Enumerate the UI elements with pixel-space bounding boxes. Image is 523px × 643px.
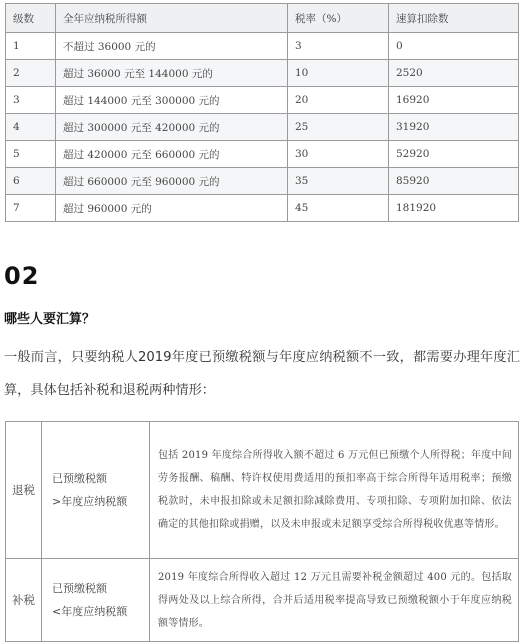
deduction-cell: 16920 [389, 87, 519, 114]
condition-line: 已预缴税额 [52, 472, 107, 485]
header-taxable-income: 全年应纳税所得额 [56, 4, 288, 33]
case-kind-refund: 退税 [6, 422, 42, 559]
header-level: 级数 [6, 4, 56, 33]
table-row [6, 195, 519, 222]
income-cell: 超过 960000 元的 [56, 195, 288, 222]
section-title: 哪些人要汇算？ [4, 312, 96, 327]
level-cell: 6 [6, 168, 56, 195]
header-tax-rate: 税率（%） [288, 4, 389, 33]
rate-cell: 20 [288, 87, 389, 114]
income-cell: 超过 660000 元至 960000 元的 [56, 168, 288, 195]
income-cell: 超过 144000 元至 300000 元的 [56, 87, 288, 114]
case-description: 2019 年度综合所得收入超过 12 万元且需要补税金额超过 400 元的。包括取得两处及以上综合所得，合并后适用税率提高导致已预缴税额小于年度应纳税额等情形。 [150, 559, 519, 642]
level-cell: 2 [6, 60, 56, 87]
refund-supplement-table [5, 421, 519, 642]
table-row [6, 60, 519, 87]
case-condition [42, 422, 150, 559]
section-number: 02 [4, 262, 40, 290]
table-row [6, 168, 519, 195]
level-cell: 3 [6, 87, 56, 114]
rate-cell: 10 [288, 60, 389, 87]
table-row [6, 559, 519, 642]
level-cell: 1 [6, 33, 56, 60]
rate-cell: 35 [288, 168, 389, 195]
header-quick-deduction: 速算扣除数 [389, 4, 519, 33]
tax-rate-table [5, 3, 519, 222]
deduction-cell: 52920 [389, 141, 519, 168]
income-cell: 不超过 36000 元的 [56, 33, 288, 60]
rate-cell: 30 [288, 141, 389, 168]
rate-cell: 3 [288, 33, 389, 60]
deduction-cell: 181920 [389, 195, 519, 222]
level-cell: 7 [6, 195, 56, 222]
table-row [6, 141, 519, 168]
rate-cell: 45 [288, 195, 389, 222]
case-description: 包括 2019 年度综合所得收入额不超过 6 万元但已预缴个人所得税；年度中间劳务报酬、稿酬、特许权使用费适用的预扣率高于综合所得年适用税率；预缴税款时，未申报扣除或未足额扣除减除费用、专项扣除、专项附加扣除、依法确定的其他扣除或捐赠，以及未申报或未足额享受综合所得税收优惠等情形。 [150, 422, 519, 559]
deduction-cell: 85920 [389, 168, 519, 195]
level-cell: 4 [6, 114, 56, 141]
condition-line: 已预缴税额 [52, 582, 107, 595]
condition-line: <年度应纳税额 [52, 605, 128, 618]
table-row [6, 422, 519, 559]
table-row [6, 114, 519, 141]
level-cell: 5 [6, 141, 56, 168]
deduction-cell: 0 [389, 33, 519, 60]
table-row [6, 87, 519, 114]
rate-cell: 25 [288, 114, 389, 141]
deduction-cell: 2520 [389, 60, 519, 87]
case-kind-supplement: 补税 [6, 559, 42, 642]
table-header-row [6, 4, 519, 33]
deduction-cell: 31920 [389, 114, 519, 141]
section-paragraph: 一般而言，只要纳税人2019年度已预缴税额与年度应纳税额不一致，都需要办理年度汇算，具体包括补税和退税两种情形： [4, 350, 520, 398]
income-cell: 超过 300000 元至 420000 元的 [56, 114, 288, 141]
income-cell: 超过 420000 元至 660000 元的 [56, 141, 288, 168]
case-condition [42, 559, 150, 642]
income-cell: 超过 36000 元至 144000 元的 [56, 60, 288, 87]
condition-line: >年度应纳税额 [52, 495, 128, 508]
table-row [6, 33, 519, 60]
